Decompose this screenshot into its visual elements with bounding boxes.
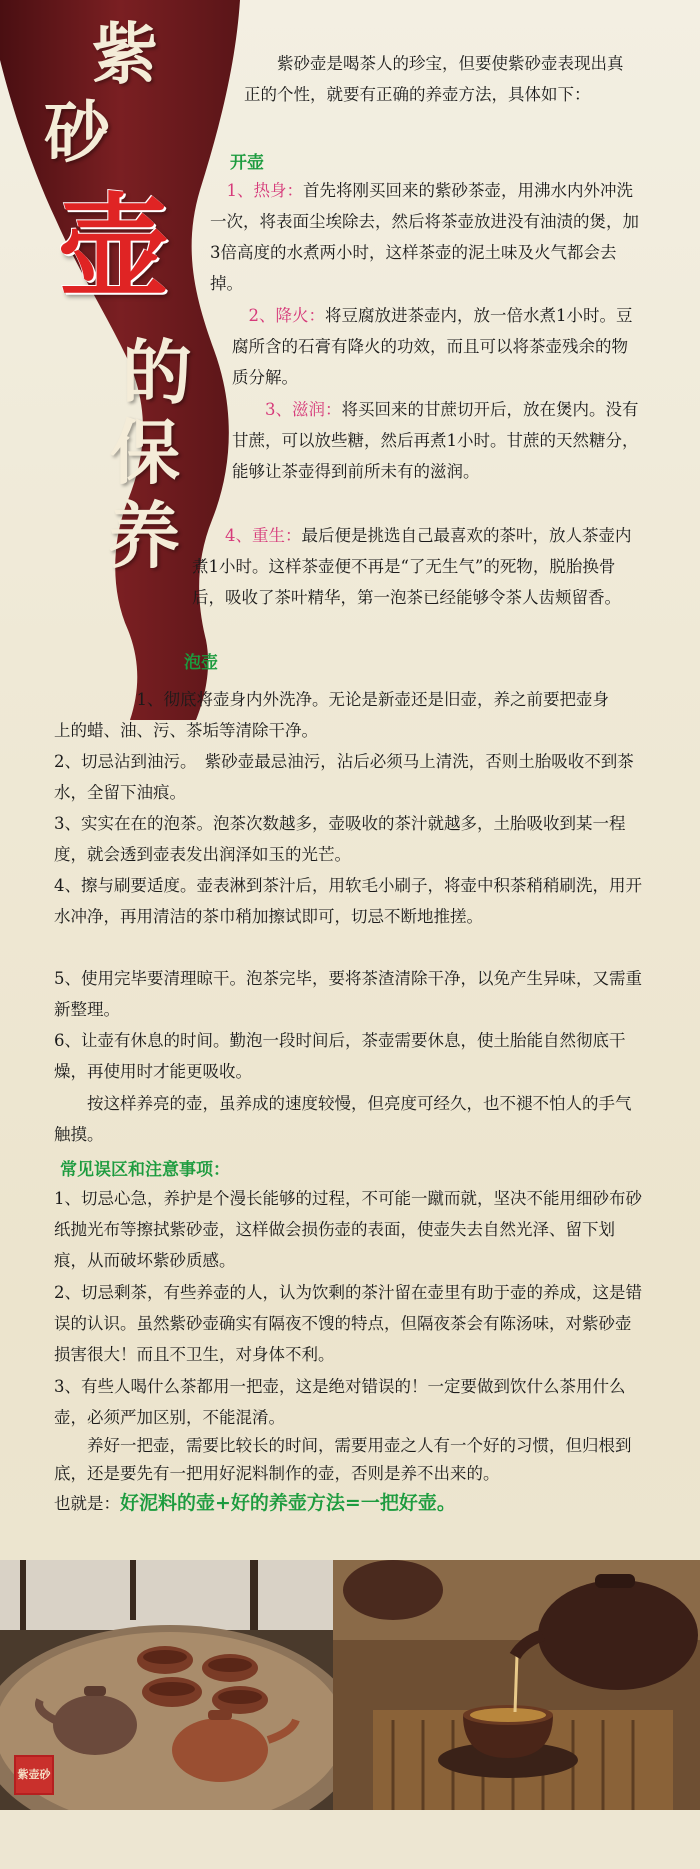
summary-line [54,1488,654,1519]
summary-slogan: 好泥料的壶+好的养壶方法=一把好壶。 [120,1492,456,1514]
open-item-2-text: 将豆腐放进茶壶内，放一倍水煮1小时。豆腐所含的石膏有降火的功效，而且可以将茶壶残余的物质分解。 [232,306,633,387]
open-item-1-label: 1、热身： [226,181,303,200]
title-char-2: 砂 [44,94,110,171]
brew-item-4: 4、擦与刷要适度。壶表淋到茶汁后，用软毛小刷子，将壶中积茶稍稍刷洗，用开水冲净，再用清洁的茶巾稍加擦试即可，切忌不断地推搓。 [54,876,642,926]
open-item-4 [192,520,642,613]
brew-closing: 按这样养亮的壶，虽养成的速度较慢，但亮度可经久，也不褪不怕人的手气触摸。 [54,1094,632,1144]
intro-paragraph: 紫砂壶是喝茶人的珍宝，但要使紫砂壶表现出真正的个性，就要有正确的养壶方法，具体如下： [244,54,624,104]
caution-closing: 养好一把壶，需要比较长的时间，需要用壶之人有一个好的习惯，但归根到底，还是要先有一把用好泥料制作的壶，否则是养不出来的。 [54,1436,632,1483]
caution-item-2: 2、切忌剩茶，有些养壶的人，认为饮剩的茶汁留在壶里有助于壶的养成，这是错误的认识。虽然紫砂壶确实有隔夜不馊的特点，但隔夜茶会有陈汤味，对紫砂壶损害很大！而且不卫生，对身体不利。 [54,1283,642,1364]
open-item-4-text: 最后便是挑选自己最喜欢的茶叶，放人茶壶内煮1小时。这样茶壶便不再是“了无生气”的死物，脱胎换骨后，吸收了茶叶精华，第一泡茶已经能够令茶人齿颊留香。 [192,526,632,607]
open-item-4-label: 4、重生： [225,526,302,545]
title-char-1: 紫 [92,16,158,93]
section-heading-caution: 常见误区和注意事项： [60,1160,230,1180]
section-heading-brew: 泡壶 [184,653,218,673]
open-item-3 [232,394,642,487]
open-item-1 [210,175,640,299]
summary-prefix: 也就是： [54,1494,120,1513]
title-char-4: 的 [122,332,192,414]
seal-stamp: 紫壶砂 [14,1755,54,1795]
caution-item-1: 1、切忌心急，养护是个漫长能够的过程，不可能一蹴而就，坚决不能用细砂布砂纸抛光布等擦拭紫砂壶，这样做会损伤壶的表面，使壶失去自然光泽、留下划痕，从而破坏紫砂质感。 [54,1189,642,1270]
brew-item-2: 2、切忌沾到油污。 紫砂壶最忌油污，沾后必须马上清洗，否则土胎吸收不到茶水，全留下油痕。 [54,752,634,802]
photo-band [0,1560,700,1810]
brew-item-1: 1、彻底将壶身内外洗净。无论是新壶还是旧壶，养之前要把壶身 上的蜡、油、污、茶垢等清除干净。 [54,690,642,740]
brew-item-5: 5、使用完毕要清理晾干。泡茶完毕，要将茶渣清除干净，以免产生异味，又需重新整理。 [54,969,642,1019]
open-item-2-label: 2、降火： [248,306,325,325]
section-heading-open: 开壶 [230,153,264,173]
caution-item-3: 3、有些人喝什么茶都用一把壶，这是绝对错误的！一定要做到饮什么茶用什么壶，必须严加区别，不能混淆。 [54,1377,626,1427]
title-char-5: 保 [110,412,180,494]
brew-item-6: 6、让壶有休息的时间。勤泡一段时间后，茶壶需要休息，使土胎能自然彻底干燥，再使用时才能更吸收。 [54,1031,626,1081]
open-item-1-text: 首先将刚买回来的紫砂茶壶，用沸水内外冲洗一次，将表面尘埃除去，然后将茶壶放进没有油渍的煲，加3倍高度的水煮两小时，这样茶壶的泥土味及火气都会去掉。 [210,181,639,293]
open-item-2 [232,300,642,393]
open-item-3-text: 将买回来的甘蔗切开后，放在煲内。没有甘蔗，可以放些糖，然后再煮1小时。甘蔗的天然糖分，能够让茶壶得到前所未有的滋润。 [232,400,639,481]
open-item-3-label: 3、滋润： [265,400,342,419]
photo-tea-pouring [333,1560,700,1810]
title-char-3: 壶 [58,183,170,313]
brew-item-3: 3、实实在在的泡茶。泡茶次数越多，壶吸收的茶汁就越多，土胎吸收到某一程度，就会透到壶表发出润泽如玉的光芒。 [54,814,626,864]
title-char-6: 养 [108,494,181,578]
